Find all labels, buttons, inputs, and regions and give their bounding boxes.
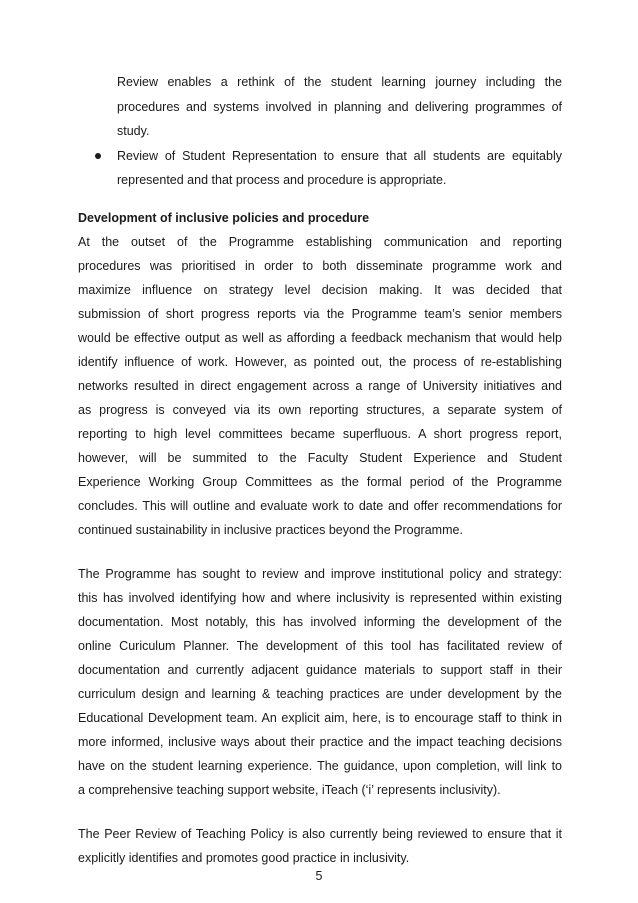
paragraph-1-line: concludes. This will outline and evaluate work to date and offer recommendations for xyxy=(78,499,562,513)
paragraph-2-line: documentation and currently adjacent guidance materials to support staff in their xyxy=(78,663,562,677)
bullet-2-line: Review of Student Representation to ensure that all students are equitably xyxy=(117,149,562,163)
paragraph-2-line: Educational Development team. An explicit aim, here, is to encourage staff to think in xyxy=(78,711,562,725)
paragraph-2-line: this has involved identifying how and where inclusivity is represented within existing xyxy=(78,591,562,605)
section-heading: Development of inclusive policies and procedure xyxy=(78,211,370,225)
paragraph-2-line: have on the student learning experience. The guidance, upon completion, will link to xyxy=(78,759,562,773)
paragraph-2-line: documentation. Most notably, this has involved informing the development of the xyxy=(78,615,562,629)
paragraph-1-line: networks resulted in direct engagement across a range of University initiatives and xyxy=(78,379,562,393)
paragraph-2-line: The Programme has sought to review and improve institutional policy and strategy: xyxy=(78,567,562,581)
paragraph-3-line: The Peer Review of Teaching Policy is also currently being reviewed to ensure that it xyxy=(78,827,562,841)
paragraph-1-line: however, will be summited to the Faculty Student Experience and Student xyxy=(78,451,562,465)
paragraph-1-line: reporting to high level committees became superfluous. A short progress report, xyxy=(78,427,562,441)
paragraph-1-line: procedures was prioritised in order to both disseminate programme work and xyxy=(78,259,562,273)
paragraph-2-line: a comprehensive teaching support website, iTeach (‘i’ represents inclusivity). xyxy=(78,783,501,797)
paragraph-1-line: At the outset of the Programme establishing communication and reporting xyxy=(78,235,562,249)
paragraph-3-line: explicitly identifies and promotes good practice in inclusivity. xyxy=(78,851,410,865)
paragraph-1-line: would be effective output as well as affording a feedback mechanism that would help xyxy=(78,331,562,345)
page-number: 5 xyxy=(315,869,323,883)
bullet-1-line: Review enables a rethink of the student learning journey including the xyxy=(117,75,562,89)
paragraph-1-line: Experience Working Group Committees as the formal period of the Programme xyxy=(78,475,562,489)
paragraph-2-line: more informed, inclusive ways about their practice and the impact teaching decisions xyxy=(78,735,562,749)
paragraph-1-line: identify influence of work. However, as pointed out, the process of re-establishing xyxy=(78,355,562,369)
paragraph-2-line: curriculum design and learning & teaching practices are under development by the xyxy=(78,687,562,701)
bullet-1-line: study. xyxy=(117,124,150,138)
bullet-1-line: procedures and systems involved in planning and delivering programmes of xyxy=(117,100,562,114)
paragraph-2-line: online Curiculum Planner. The development of this tool has facilitated review of xyxy=(78,639,562,653)
paragraph-1-line: submission of short progress reports via the Programme team’s senior members xyxy=(78,307,562,321)
paragraph-1-line: continued sustainability in inclusive practices beyond the Programme. xyxy=(78,523,463,537)
bullet-marker xyxy=(95,153,101,159)
paragraph-1-line: as progress is conveyed via its own reporting structures, a separate system of xyxy=(78,403,562,417)
paragraph-1-line: maximize influence on strategy level decision making. It was decided that xyxy=(78,283,562,297)
bullet-2-line: represented and that process and procedure is appropriate. xyxy=(117,173,447,187)
